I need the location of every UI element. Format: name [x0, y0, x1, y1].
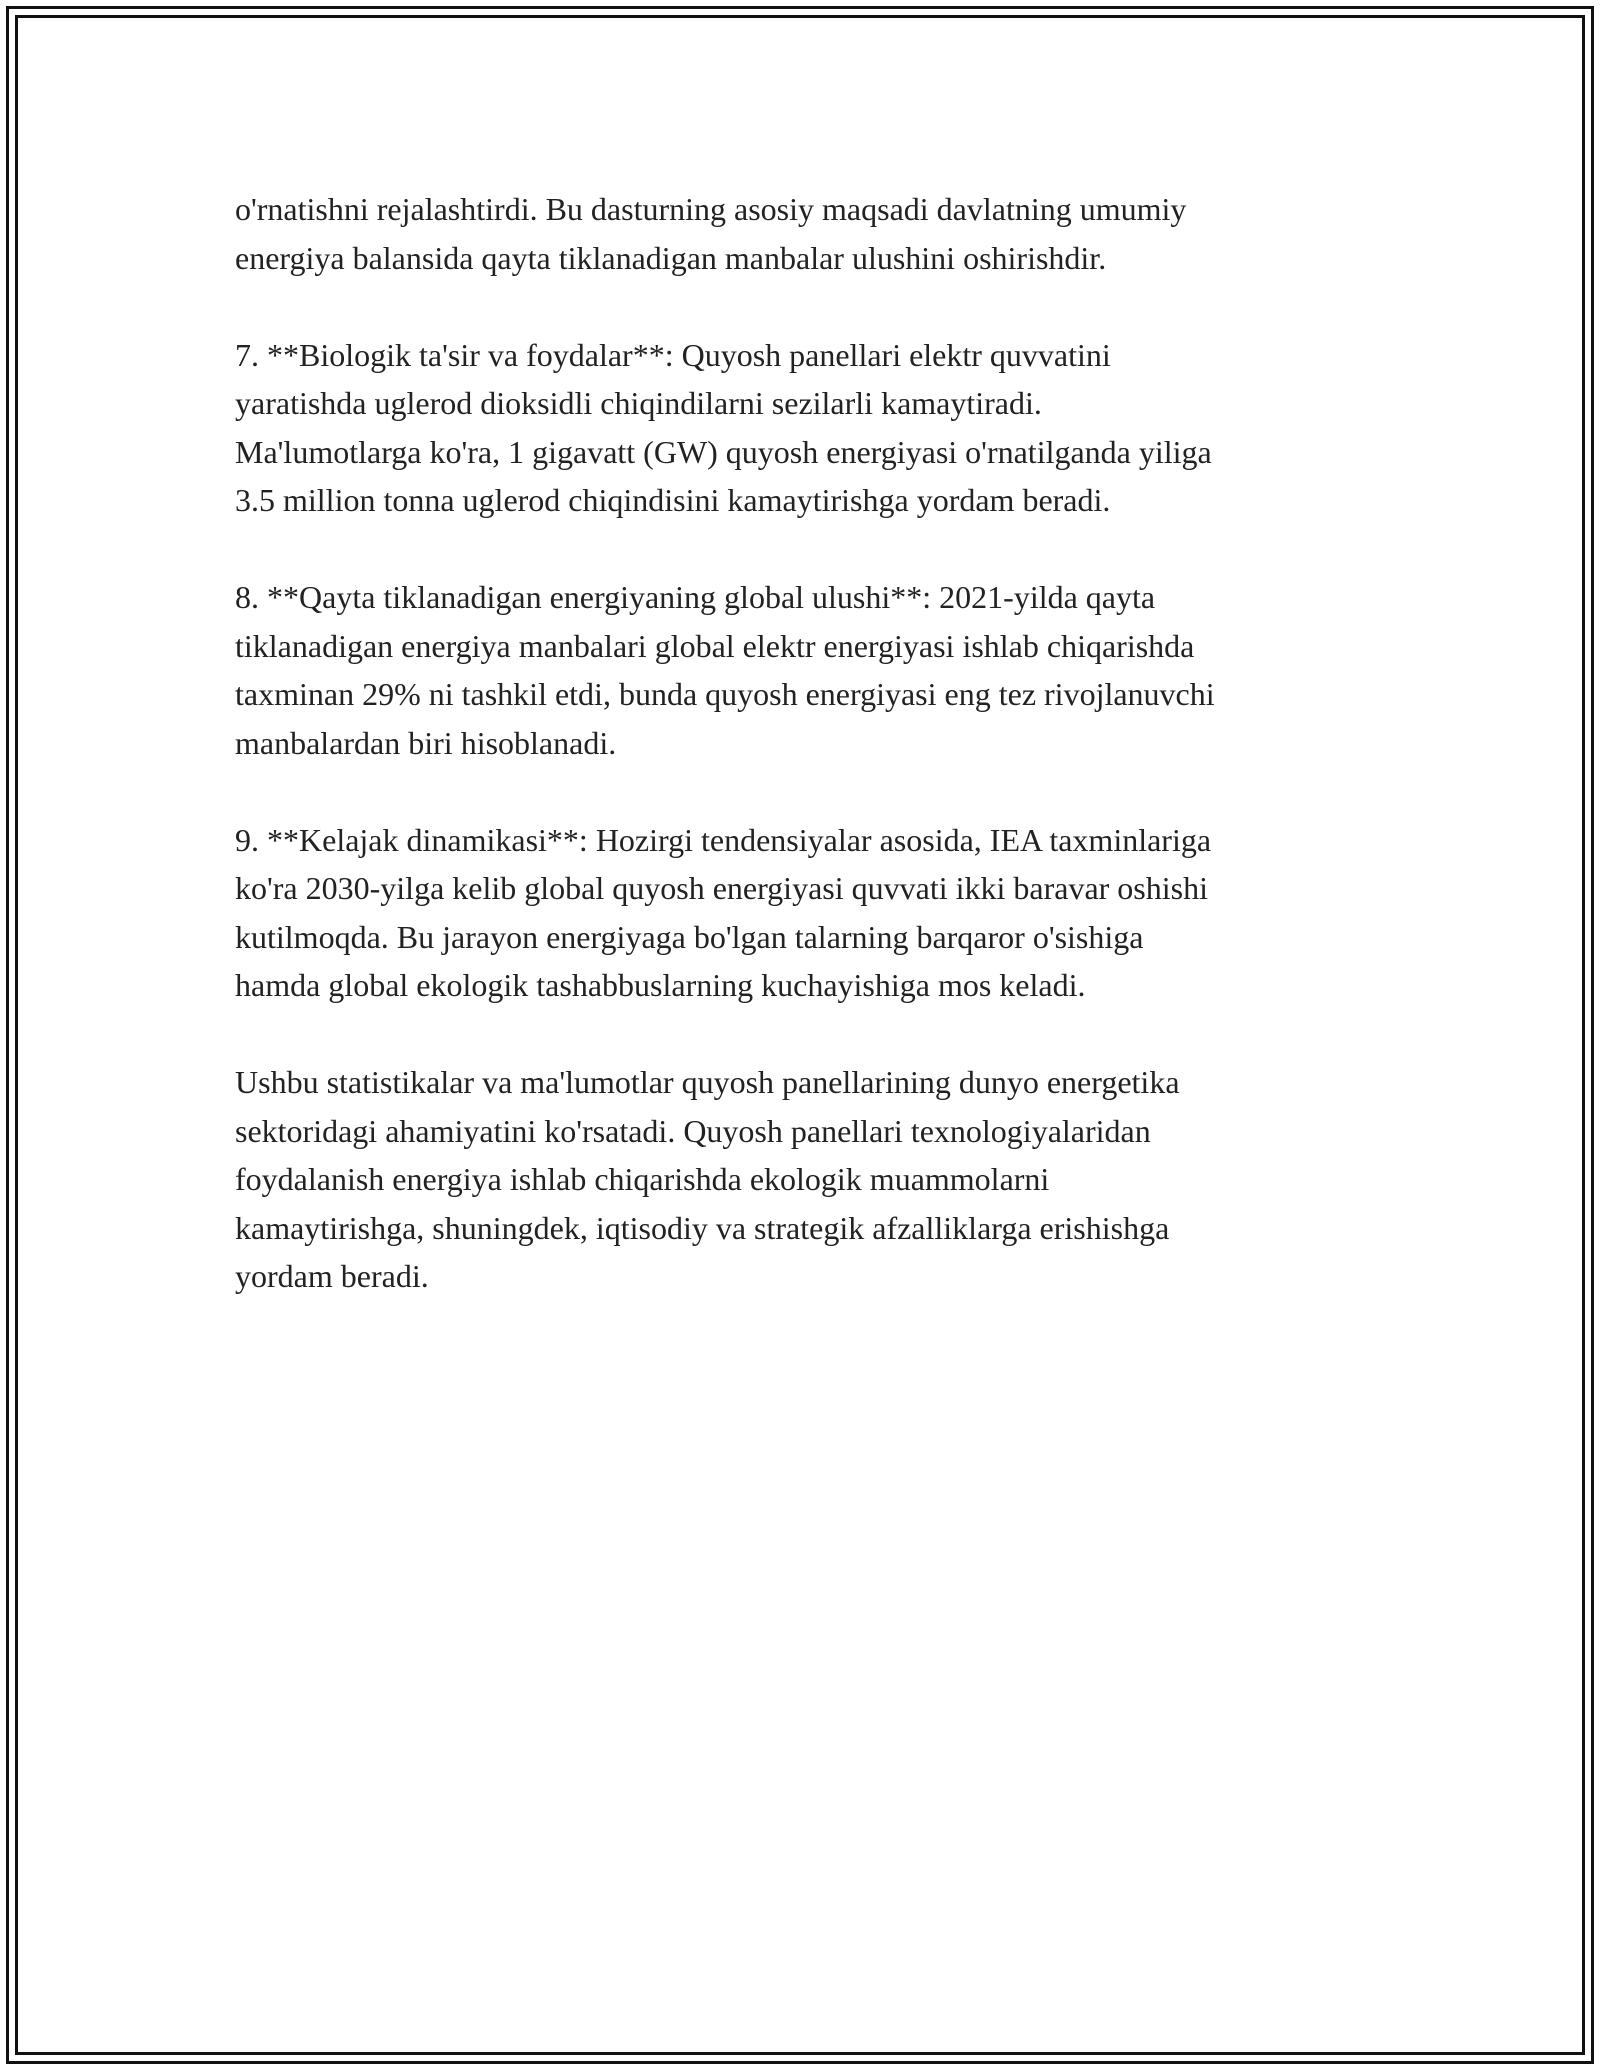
text-line: ko'ra 2030-yilga kelib global quyosh energiyasi quvvati ikki baravar oshishi	[235, 870, 1208, 906]
text-line: yaratishda uglerod dioksidli chiqindilarni sezilarli kamaytiradi.	[235, 385, 1042, 421]
text-line: yordam beradi.	[235, 1258, 429, 1294]
text-line: kutilmoqda. Bu jarayon energiyaga bo'lgan talarning barqaror o'sishiga	[235, 918, 1144, 955]
text-line: Ushbu statistikalar va ma'lumotlar quyosh panellarining dunyo energetika	[235, 1064, 1180, 1100]
document-body	[235, 185, 1375, 1349]
text-line: sektoridagi ahamiyatini ko'rsatadi. Quyosh panellari texnologiyalaridan	[235, 1112, 1151, 1149]
text-line: tiklanadigan energiya manbalari global elektr energiyasi ishlab chiqarishda	[235, 627, 1195, 664]
text-line: 8. **Qayta tiklanadigan energiyaning global ulushi**: 2021-yilda qayta	[235, 579, 1156, 615]
paragraph-item-9	[235, 816, 1375, 1010]
paragraph-conclusion	[235, 1058, 1375, 1301]
text-line: kamaytirishga, shuningdek, iqtisodiy va strategik afzalliklarga erishishga	[235, 1209, 1170, 1246]
text-line: hamda global ekologik tashabbuslarning kuchayishiga mos keladi.	[235, 967, 1086, 1003]
text-line: Ma'lumotlarga ko'ra, 1 gigavatt (GW) quyosh energiyasi o'rnatilganda yiliga	[235, 433, 1212, 470]
text-line: 3.5 million tonna uglerod chiqindisini kamaytirishga yordam beradi.	[235, 482, 1111, 518]
text-line: taxminan 29% ni tashkil etdi, bunda quyosh energiyasi eng tez rivojlanuvchi	[235, 676, 1215, 712]
paragraph-item-7	[235, 331, 1375, 525]
text-line: foydalanish energiya ishlab chiqarishda ekologik muammolarni	[235, 1161, 1050, 1197]
paragraph-item-8	[235, 573, 1375, 767]
text-line: o'rnatishni rejalashtirdi. Bu dasturning asosiy maqsadi davlatning umumiy	[235, 191, 1187, 227]
text-line: 9. **Kelajak dinamikasi**: Hozirgi tendensiyalar asosida, IEA taxminlariga	[235, 821, 1212, 858]
text-line: energiya balansida qayta tiklanadigan manbalar ulushini oshirishdir.	[235, 239, 1107, 276]
paragraph-intro-continuation	[235, 185, 1375, 282]
text-line: 7. **Biologik ta'sir va foydalar**: Quyosh panellari elektr quvvatini	[235, 336, 1111, 373]
text-line: manbalardan biri hisoblanadi.	[235, 724, 617, 761]
